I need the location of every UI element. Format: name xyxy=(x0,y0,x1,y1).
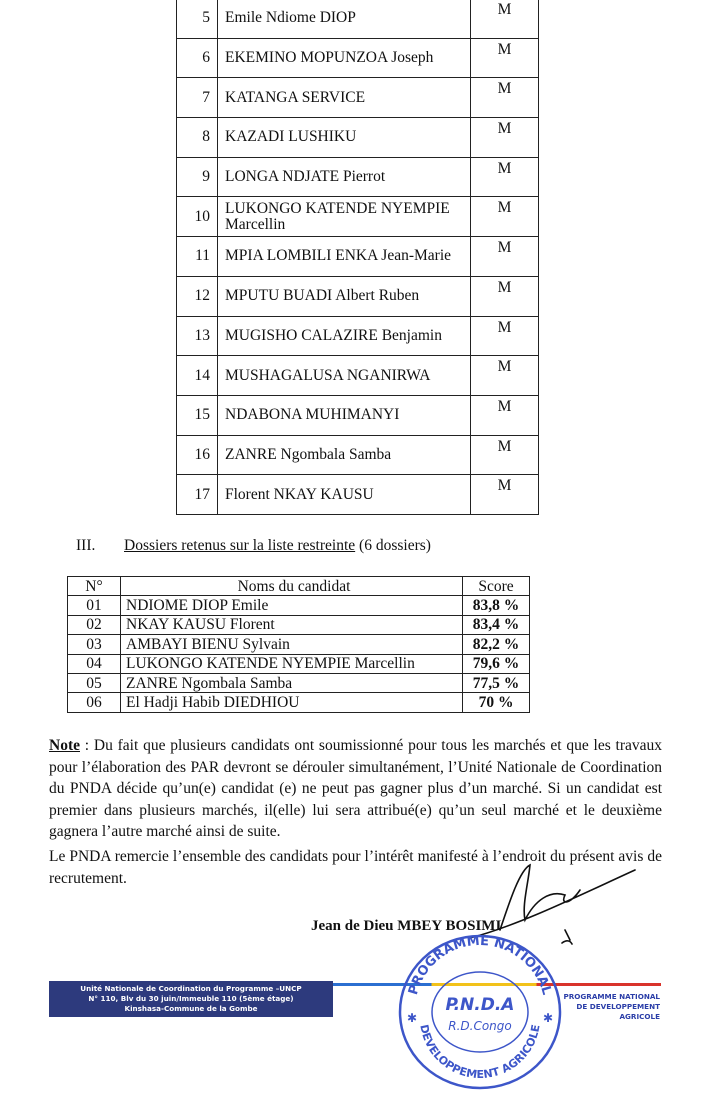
note-paragraph xyxy=(49,735,662,843)
candidate-sex: M xyxy=(471,197,539,237)
candidate-row xyxy=(177,356,539,396)
candidate-sex: M xyxy=(471,78,539,118)
brand-line: DE DEVELOPPEMENT xyxy=(576,1002,660,1011)
candidate-name: NDABONA MUHIMANYI xyxy=(218,395,471,435)
candidate-num: 6 xyxy=(177,38,218,78)
shortlist-score: 83,8 % xyxy=(463,596,530,615)
candidate-row xyxy=(177,435,539,475)
candidate-row xyxy=(177,118,539,158)
candidate-num: 15 xyxy=(177,395,218,435)
candidate-sex: M xyxy=(471,237,539,277)
candidate-num: 16 xyxy=(177,435,218,475)
shortlist-header-row xyxy=(68,577,530,596)
stamp-center-title: P.N.D.A xyxy=(445,995,515,1015)
candidate-sex: M xyxy=(471,356,539,396)
shortlist-num: 03 xyxy=(68,635,121,654)
shortlist-row xyxy=(68,615,530,634)
shortlist-num: 01 xyxy=(68,596,121,615)
candidate-name: KATANGA SERVICE xyxy=(218,78,471,118)
stamp-ring-bottom: DEVELOPPEMENT AGRICOLE xyxy=(417,1023,543,1082)
header-name: Noms du candidat xyxy=(121,577,463,596)
candidate-sex: M xyxy=(471,395,539,435)
shortlist-row xyxy=(68,596,530,615)
candidate-name: MUGISHO CALAZIRE Benjamin xyxy=(218,316,471,356)
candidate-sex: M xyxy=(471,475,539,515)
candidate-row xyxy=(177,197,539,237)
candidate-name: MUSHAGALUSA NGANIRWA xyxy=(218,356,471,396)
candidate-name: MPUTU BUADI Albert Ruben xyxy=(218,276,471,316)
shortlist-name: ZANRE Ngombala Samba xyxy=(121,673,463,692)
candidate-name: LUKONGO KATENDE NYEMPIE Marcellin xyxy=(218,197,471,237)
candidate-row xyxy=(177,78,539,118)
candidate-row xyxy=(177,157,539,197)
shortlist-name: AMBAYI BIENU Sylvain xyxy=(121,635,463,654)
candidate-name: Florent NKAY KAUSU xyxy=(218,475,471,515)
stamp-center-country: R.D.Congo xyxy=(448,1019,512,1033)
candidate-row xyxy=(177,475,539,515)
shortlist-row xyxy=(68,635,530,654)
shortlist-num: 05 xyxy=(68,673,121,692)
candidate-num: 14 xyxy=(177,356,218,396)
candidate-num: 8 xyxy=(177,118,218,158)
shortlist-name: El Hadji Habib DIEDHIOU xyxy=(121,693,463,712)
shortlist-score: 77,5 % xyxy=(463,673,530,692)
stamp-star-icon: ✱ xyxy=(543,1011,554,1025)
brand-line: PROGRAMME NATIONAL xyxy=(563,992,660,1001)
official-stamp xyxy=(395,930,565,1090)
brand-line: AGRICOLE xyxy=(619,1012,660,1021)
candidates-table xyxy=(176,0,539,515)
stamp-ring-top: PROGRAMME NATIONAL xyxy=(405,933,555,997)
candidate-row xyxy=(177,237,539,277)
candidate-num: 7 xyxy=(177,78,218,118)
shortlist-num: 04 xyxy=(68,654,121,673)
candidate-num: 11 xyxy=(177,237,218,277)
candidate-name: LONGA NDJATE Pierrot xyxy=(218,157,471,197)
candidate-name: KAZADI LUSHIKU xyxy=(218,118,471,158)
candidate-sex: M xyxy=(471,0,539,38)
shortlist-row xyxy=(68,673,530,692)
candidate-sex: M xyxy=(471,118,539,158)
shortlist-score: 70 % xyxy=(463,693,530,712)
candidate-num: 12 xyxy=(177,276,218,316)
shortlist-score: 79,6 % xyxy=(463,654,530,673)
candidate-sex: M xyxy=(471,276,539,316)
stamp-star-icon: ✱ xyxy=(407,1011,418,1025)
shortlist-row xyxy=(68,654,530,673)
thanks-paragraph: Le PNDA remercie l’ensemble des candidats pour l’intérêt manifesté à l’endroit du présent avis de recrutement. xyxy=(49,848,662,887)
candidate-name: Emile Ndiome DIOP xyxy=(218,0,471,38)
shortlist-score: 83,4 % xyxy=(463,615,530,634)
candidate-row xyxy=(177,276,539,316)
candidate-num: 13 xyxy=(177,316,218,356)
shortlist-table xyxy=(67,576,530,713)
address-line: Kinshasa-Commune de la Gombe xyxy=(124,1004,258,1013)
signer-name: Jean de Dieu MBEY BOSIMI xyxy=(311,918,502,934)
candidate-num: 17 xyxy=(177,475,218,515)
candidate-name: ZANRE Ngombala Samba xyxy=(218,435,471,475)
candidate-name: MPIA LOMBILI ENKA Jean-Marie xyxy=(218,237,471,277)
candidate-num: 9 xyxy=(177,157,218,197)
candidate-sex: M xyxy=(471,316,539,356)
candidate-row xyxy=(177,316,539,356)
candidate-row xyxy=(177,0,539,38)
section-title: Dossiers retenus sur la liste restreinte xyxy=(124,537,356,554)
note-text: : Du fait que plusieurs candidats ont soumissionné pour tous les marchés et que les travaux pour l’élaboration des PAR devront se dérouler simultanément, l’Unité Nationale de Coordination du PNDA décide qu’un(e) candidat (e) ne peut pas gagner plus d’un marché. Si un candidat est premier dans plusieurs marchés, il(elle) lui sera attribué(e) qu’un seul marché et le deuxième gagnera l’autre marché ainsi de suite. xyxy=(49,737,662,840)
candidate-sex: M xyxy=(471,157,539,197)
svg-text:PROGRAMME NATIONAL xyxy=(406,934,554,997)
candidate-sex: M xyxy=(471,435,539,475)
section-heading xyxy=(76,537,431,555)
shortlist-score: 82,2 % xyxy=(463,635,530,654)
candidate-sex: M xyxy=(471,38,539,78)
shortlist-num: 02 xyxy=(68,615,121,634)
section-number: III. xyxy=(76,537,96,554)
candidate-num: 5 xyxy=(177,0,218,38)
candidate-num: 10 xyxy=(177,197,218,237)
address-line: N° 110, Blv du 30 juin/Immeuble 110 (5ème étage) xyxy=(88,994,294,1003)
candidate-name: EKEMINO MOPUNZOA Joseph xyxy=(218,38,471,78)
header-num: N° xyxy=(68,577,121,596)
candidate-row xyxy=(177,395,539,435)
note-label: Note xyxy=(49,737,80,754)
shortlist-name: NDIOME DIOP Emile xyxy=(121,596,463,615)
shortlist-name: NKAY KAUSU Florent xyxy=(121,615,463,634)
shortlist-name: LUKONGO KATENDE NYEMPIE Marcellin xyxy=(121,654,463,673)
candidate-row xyxy=(177,38,539,78)
address-line: Unité Nationale de Coordination du Programme –UNCP xyxy=(80,984,302,993)
shortlist-num: 06 xyxy=(68,693,121,712)
shortlist-row xyxy=(68,693,530,712)
footer-address xyxy=(49,984,333,1014)
section-suffix: (6 dossiers) xyxy=(355,537,431,554)
header-score: Score xyxy=(463,577,530,596)
